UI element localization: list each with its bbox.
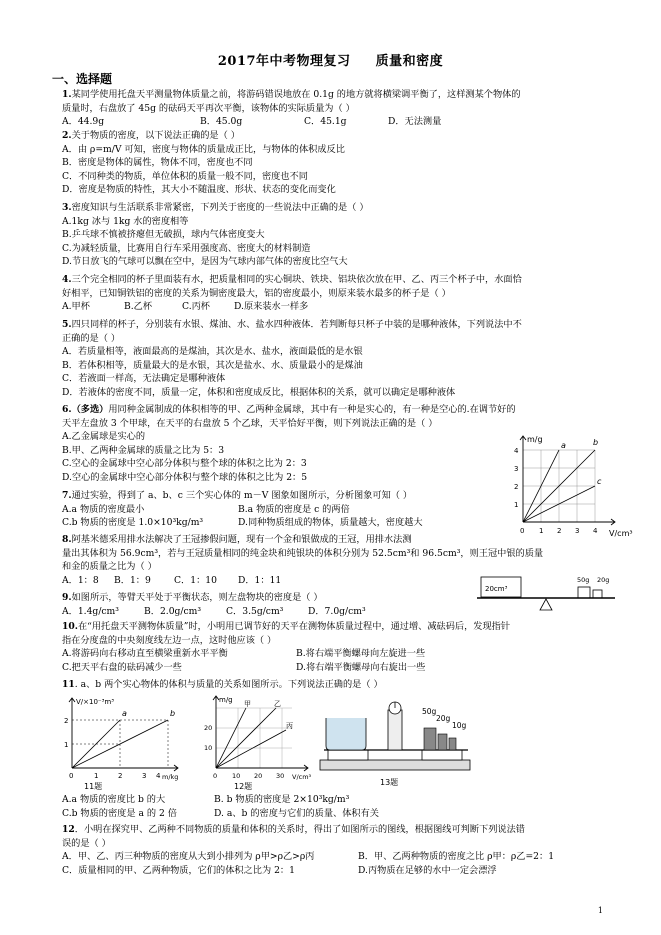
fulcrum xyxy=(540,599,552,610)
x-axis-label: m/kg xyxy=(162,773,179,781)
x-tick: 0 xyxy=(520,527,525,535)
option-d[interactable]: D．无法测量 xyxy=(388,116,442,128)
question-text: 用同种金属制成的体积相等的甲、乙两种金属球，其中有一种是实心的，有一种是空心的.在调节好的 xyxy=(108,404,516,415)
option-a[interactable]: A.乙金属球是实心的 xyxy=(62,431,146,443)
option-b[interactable]: B．若体积相等，质量最大的是水银，其次是盐水、水、质量最小的是煤油 xyxy=(62,359,363,371)
option-c[interactable]: C.丙杯 xyxy=(182,301,210,313)
question-text: 指在分度盘的中央刻度线左边一点，这时他应该（ ） xyxy=(62,634,277,646)
option-d[interactable]: D.同种物质组成的物体，质量越大，密度越大 xyxy=(238,517,423,529)
figure-q12-mv-graph xyxy=(200,692,315,792)
question-5 xyxy=(62,318,617,400)
question-text: 量出其体积为 56.9cm³，若与王冠质量相同的纯金块和纯银块的体积分别为 52.5cm³和 96.5cm³，则王冠中银的质量 xyxy=(62,547,544,559)
option-b[interactable]: B．甲、乙两种物质的密度之比 ρ甲：ρ乙=2：1 xyxy=(358,851,555,863)
question-text: 好相平，已知铜铁铝的密度的关系为铜密度最大，铝的密度最小，则原来装水最多的杯子是（ ） xyxy=(62,287,451,299)
question-number: 9. xyxy=(62,592,72,603)
y-tick: 2 xyxy=(64,717,69,725)
figure-q11-vm-graph xyxy=(58,692,183,792)
page-title xyxy=(0,50,661,69)
question-text: ．小明在探究甲、乙两种不同物质的质量和体积的关系时，得出了如图所示的图线，根据图线可判断下列说法错 xyxy=(74,824,525,835)
x-tick: 3 xyxy=(575,527,580,535)
options-row xyxy=(62,807,617,821)
left-block-label: 20cm³ xyxy=(485,585,508,593)
line-a-label: a xyxy=(561,441,566,450)
question-3 xyxy=(62,201,617,269)
beaker xyxy=(326,718,366,750)
y-tick: 4 xyxy=(514,447,519,455)
question-number: 5. xyxy=(62,319,72,330)
option-b[interactable]: B.甲、乙两种金属球的质量之比为 5：3 xyxy=(62,444,225,456)
page-number: 1 xyxy=(597,906,603,915)
question-number: 6. xyxy=(62,404,72,415)
option-a[interactable]: A.甲杯 xyxy=(62,301,90,313)
x-tick: 2 xyxy=(118,772,123,780)
option-a[interactable]: A．由 ρ=m/V 可知，密度与物体的质量成正比，与物体的体积成反比 xyxy=(62,143,345,155)
question-number: 7. xyxy=(62,490,72,501)
title-sub: 质量和密度 xyxy=(375,54,444,69)
weight-label: 50g xyxy=(422,707,437,716)
options-row xyxy=(62,115,617,129)
option-c[interactable]: C.b 物质的密度是 a 的 2 倍 xyxy=(62,807,177,819)
question-text: 质量时，右盘放了 45g 的砝码天平再次平衡，该物体的实际质量为（ ） xyxy=(62,102,355,114)
x-tick: 30 xyxy=(276,772,285,780)
y-axis-label: m/g xyxy=(527,435,543,444)
question-11-options xyxy=(62,793,617,820)
figure-caption: 13题 xyxy=(380,778,399,787)
option-a[interactable]: A．若质量相等，液面最高的是煤油，其次是水、盐水，液面最低的是水银 xyxy=(62,346,363,358)
line-jia xyxy=(216,708,246,768)
x-tick: 20 xyxy=(254,772,263,780)
x-tick: 0 xyxy=(69,772,74,780)
option-c[interactable]: C.空心的金属球中空心部分体积与整个球的体积之比为 2：3 xyxy=(62,458,307,470)
weight-50g xyxy=(424,728,436,750)
y-tick: 2 xyxy=(514,483,519,491)
question-number: 12 xyxy=(62,824,75,835)
title-main: 2017年中考物理复习 xyxy=(217,54,351,69)
question-number: 2. xyxy=(62,130,72,141)
question-number: 10. xyxy=(62,621,78,632)
x-tick: 4 xyxy=(156,772,161,780)
x-tick: 10 xyxy=(232,772,241,780)
question-text: 天平左盘放 3 个甲球，在天平的右盘放 5 个乙球，天平恰好平衡，则下列说法正确的是（ ） xyxy=(62,417,438,429)
line-a-label: a xyxy=(122,709,127,718)
weight2-label: 20g xyxy=(597,576,610,584)
option-d[interactable]: D．密度是物质的特性，其大小不随温度、形状、状态的变化而变化 xyxy=(62,184,336,196)
weight-20g xyxy=(438,734,447,750)
weight-10g xyxy=(449,738,456,750)
figure-q7-mv-graph xyxy=(505,430,640,542)
option-c[interactable]: C．质量相同的甲、乙两种物质，它们的体积之比为 2：1 xyxy=(62,864,295,876)
question-number: 4. xyxy=(62,274,72,285)
question-12 xyxy=(62,823,617,877)
question-number: 11 xyxy=(62,679,75,690)
line-yi-label: 乙 xyxy=(274,700,281,708)
options-row xyxy=(62,647,617,661)
question-text: 在“用托盘天平测物体质量”时，小明用已调节好的天平在测物体质量过程中，通过增、减砝码后，发现指针 xyxy=(77,621,511,632)
option-b[interactable]: B.a 物质的密度是 c 的两倍 xyxy=(238,503,350,515)
option-b[interactable]: B.乒乓球不慎被挤瘪但无破损，球内气体密度变大 xyxy=(62,229,265,241)
question-text: 关于物质的密度，以下说法正确的是（ ） xyxy=(71,130,240,141)
x-tick: 1 xyxy=(539,527,544,535)
question-text: 四只同样的杯子，分别装有水银、煤油、水、盐水四种液体．若判断每只杯子中装的是哪种液体，下列说法中不 xyxy=(71,319,522,330)
option-a[interactable]: A．44.9g xyxy=(62,116,105,128)
option-d[interactable]: D．若液体的密度不同，质量一定，体积和密度成反比，根据体积的关系，就可以确定是哪种液体 xyxy=(62,386,456,398)
option-a[interactable]: A．1：8 xyxy=(62,574,99,586)
option-b[interactable]: B.乙杯 xyxy=(124,301,153,313)
x-axis-label: V/cm³ xyxy=(609,529,633,538)
question-number: 3. xyxy=(62,202,72,213)
option-d[interactable]: D.原来装水一样多 xyxy=(234,301,309,313)
balance-column xyxy=(388,710,402,750)
option-c[interactable]: C.b 物质的密度是 1.0×10³kg/m³ xyxy=(62,517,204,529)
option-a[interactable]: A．1.4g/cm³ xyxy=(62,605,119,617)
x-axis-label: V/cm³ xyxy=(292,773,312,781)
option-d[interactable]: D.节日放飞的气球可以飘在空中，是因为气球内部气体的密度比空气大 xyxy=(62,256,348,268)
option-c[interactable]: C．3.5g/cm³ xyxy=(226,605,284,617)
question-10 xyxy=(62,620,617,674)
option-a[interactable]: A.a 物质的密度比 b 的大 xyxy=(62,794,166,805)
option-c[interactable]: C.为减轻质量，比赛用自行车采用强度高、密度大的材料制造 xyxy=(62,242,311,254)
option-d[interactable]: D. a、b 的密度与它们的质量、体积有关 xyxy=(214,807,379,819)
figure-caption: 11题 xyxy=(84,782,103,791)
y-tick: 3 xyxy=(514,465,519,473)
option-b[interactable]: B. b 物质的密度是 2×10³kg/m³ xyxy=(214,794,350,805)
weight1-label: 50g xyxy=(577,576,590,584)
section-heading: 一、选择题 xyxy=(52,72,113,86)
line-bing xyxy=(216,730,286,768)
question-text: 误的是（ ） xyxy=(62,837,111,849)
option-c[interactable]: C．不同种类的物质，单位体积的质量一般不同，密度也不同 xyxy=(62,170,308,182)
options-row xyxy=(62,864,617,878)
figure-q13-balance xyxy=(318,688,478,792)
options-row xyxy=(62,661,617,675)
options-row xyxy=(62,300,617,314)
option-b[interactable]: B．1：9 xyxy=(114,574,151,586)
question-number: 8. xyxy=(62,534,72,545)
option-b[interactable]: B．2.0g/cm³ xyxy=(144,605,202,617)
line-jia-label: 甲 xyxy=(244,700,251,708)
x-tick: 0 xyxy=(213,772,218,780)
line-b-label: b xyxy=(170,709,176,718)
weight-20g xyxy=(593,590,602,598)
x-tick: 4 xyxy=(593,527,598,535)
figure-q9-balance xyxy=(475,568,625,618)
line-bing-label: 丙 xyxy=(286,722,293,730)
y-axis-label: V/×10⁻³m³ xyxy=(76,698,115,706)
question-text: 密度知识与生活联系非常紧密，下列关于密度的一些说法中正确的是（ ） xyxy=(71,202,369,213)
question-2 xyxy=(62,129,617,197)
question-text: 如图所示，等臂天平处于平衡状态，则左盘物块的密度是（ ） xyxy=(71,592,323,603)
y-tick: 10 xyxy=(204,744,213,752)
question-text: 通过实验，得到了 a、b、c 三个实心体的 m－V 图象如图所示，分析图象可知（ ） xyxy=(71,490,413,501)
option-a[interactable]: A.将游码向右移动直至横梁重新水平平衡 xyxy=(62,648,228,660)
question-text: 三个完全相同的杯子里面装有水，把质量相同的实心铜块、铁块、铝块依次放在甲、乙、丙三个杯子中，水面恰 xyxy=(71,274,522,285)
option-c[interactable]: C．1：10 xyxy=(174,574,217,586)
option-d[interactable]: D.丙物质在足够的水中一定会漂浮 xyxy=(358,864,497,876)
option-a[interactable]: A．甲、乙、丙三种物质的密度从大到小排列为 ρ甲>ρ乙>ρ丙 xyxy=(62,851,315,863)
question-number: 1. xyxy=(62,89,72,100)
option-d[interactable]: D．7.0g/cm³ xyxy=(308,605,366,617)
figure-caption: 12题 xyxy=(234,782,253,791)
question-1 xyxy=(62,88,617,129)
option-a[interactable]: A.a 物质的密度最小 xyxy=(62,503,145,515)
option-c[interactable]: C．45.1g xyxy=(304,116,347,128)
weight-label: 20g xyxy=(436,714,451,723)
option-a[interactable]: A.1kg 冰与 1kg 水的密度相等 xyxy=(62,215,189,227)
question-4 xyxy=(62,273,617,314)
line-yi xyxy=(216,708,276,768)
options-row xyxy=(62,850,617,864)
option-d[interactable]: D．1：11 xyxy=(238,574,282,586)
question-text: . a、b 两个实心物体的体积与质量的关系如图所示。下列说法正确的是（ ） xyxy=(74,679,383,690)
question-text: 某同学使用托盘天平测量物体质量之前，将游码错误地放在 0.1g 的地方就将横梁调平衡了，这样测某个物体的 xyxy=(71,89,521,100)
weight-label: 10g xyxy=(452,721,467,730)
option-c[interactable]: C．若液面一样高，无法确定是哪种液体 xyxy=(62,373,226,385)
y-tick: 1 xyxy=(514,501,519,509)
y-tick: 1 xyxy=(64,741,69,749)
option-b[interactable]: B．45.0g xyxy=(200,116,243,128)
question-text: 正确的是（ ） xyxy=(62,332,121,344)
line-c-label: c xyxy=(597,477,602,486)
y-axis-label: m/g xyxy=(219,696,233,704)
line-b-label: b xyxy=(593,438,599,447)
option-d[interactable]: D.空心的金属球中空心部分体积与整个球的体积之比为 2：5 xyxy=(62,471,308,483)
question-text: 阿基米德采用排水法解决了王冠掺假问题，现有一个金和银做成的王冠，用排水法测 xyxy=(71,534,412,545)
question-text: 和金的质量之比为（ ） xyxy=(62,561,157,573)
option-d[interactable]: D.将右端平衡螺母向右旋出一些 xyxy=(296,661,426,673)
x-tick: 2 xyxy=(557,527,562,535)
x-tick: 1 xyxy=(94,772,99,780)
x-tick: 3 xyxy=(142,772,147,780)
option-b[interactable]: B．密度是物体的属性，物体不同，密度也不同 xyxy=(62,157,253,169)
balance-base xyxy=(320,760,470,770)
y-tick: 20 xyxy=(204,724,213,732)
multi-select-tag: （多选） xyxy=(71,404,109,415)
options-row xyxy=(62,793,617,807)
weight-50g xyxy=(578,587,590,598)
option-c[interactable]: C.把天平右盘的砝码减少一些 xyxy=(62,661,182,673)
option-b[interactable]: B.将右端平衡螺母向左旋进一些 xyxy=(296,648,426,660)
